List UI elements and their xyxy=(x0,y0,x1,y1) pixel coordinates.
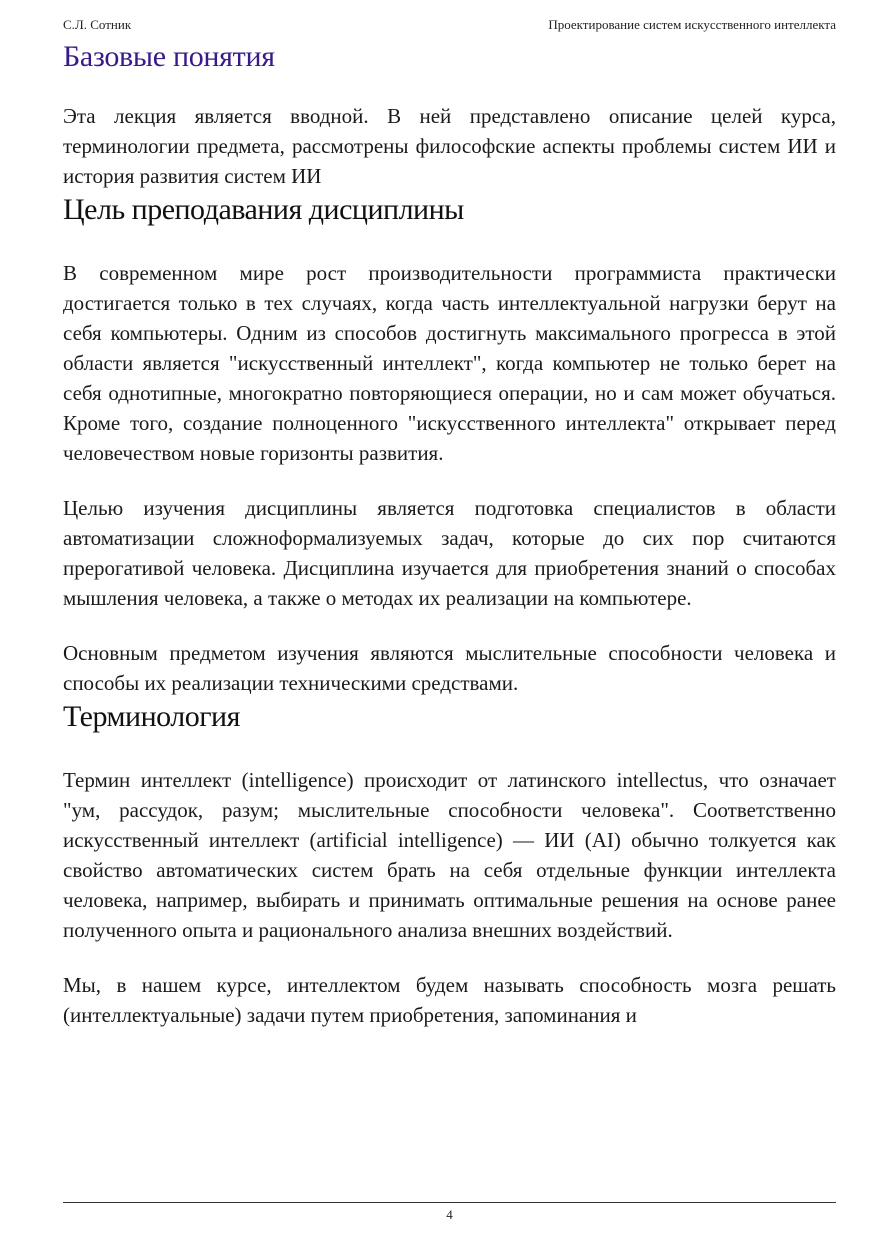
paragraph: Мы, в нашем курсе, интеллектом будем называть способность мозга решать (интеллектуальные) задачи путем приобретения, запоминания и xyxy=(63,973,836,1027)
paragraph: Целью изучения дисциплины является подготовка специалистов в области автоматизации сложноформализуемых задач, которые до сих пор считаются прерогативой человека. Дисциплина изучается для приобретения знаний о способах мышления человека, а также о методах их реализации на компьютере. xyxy=(63,496,836,610)
document-page xyxy=(63,0,836,1241)
section-heading-terminology: Терминология xyxy=(63,700,240,733)
running-header xyxy=(63,17,836,33)
intro-paragraph: Эта лекция является вводной. В ней представлено описание целей курса, терминологии предмета, рассмотрены философские аспекты проблемы систем ИИ и история развития систем ИИ xyxy=(63,104,836,188)
lecture-title: Базовые понятия xyxy=(63,40,275,73)
footer-divider xyxy=(63,1202,836,1203)
page-number: 4 xyxy=(446,1207,453,1222)
paragraph: В современном мире рост производительности программиста практически достигается только в тех случаях, когда часть интеллектуальной нагрузки берут на себя компьютеры. Одним из способов достигнуть максимального прогресса в этой области является "искусственный интеллект", когда компьютер не только берет на себя однотипные, многократно повторяющиеся операции, но и сам может обучаться. Кроме того, создание полноценного "искусственного интеллекта" открывает перед человечеством новые горизонты развития. xyxy=(63,261,836,465)
paragraph: Термин интеллект (intelligence) происходит от латинского intellectus, что означает "ум, рассудок, разум; мыслительные способности человека". Соответственно искусственный интеллект (artificial intelligence) — ИИ (AI) обычно толкуется как свойство автоматических систем брать на себя отдельные функции интеллекта человека, например, выбирать и принимать оптимальные решения на основе ранее полученного опыта и рационального анализа внешних воздействий. xyxy=(63,768,836,942)
header-course-title: Проектирование систем искусственного интеллекта xyxy=(548,17,836,32)
section-heading-goal: Цель преподавания дисциплины xyxy=(63,193,464,226)
page-content xyxy=(63,38,836,1030)
header-author: С.Л. Сотник xyxy=(63,17,132,32)
paragraph: Основным предметом изучения являются мыслительные способности человека и способы их реализации техническими средствами. xyxy=(63,641,836,695)
